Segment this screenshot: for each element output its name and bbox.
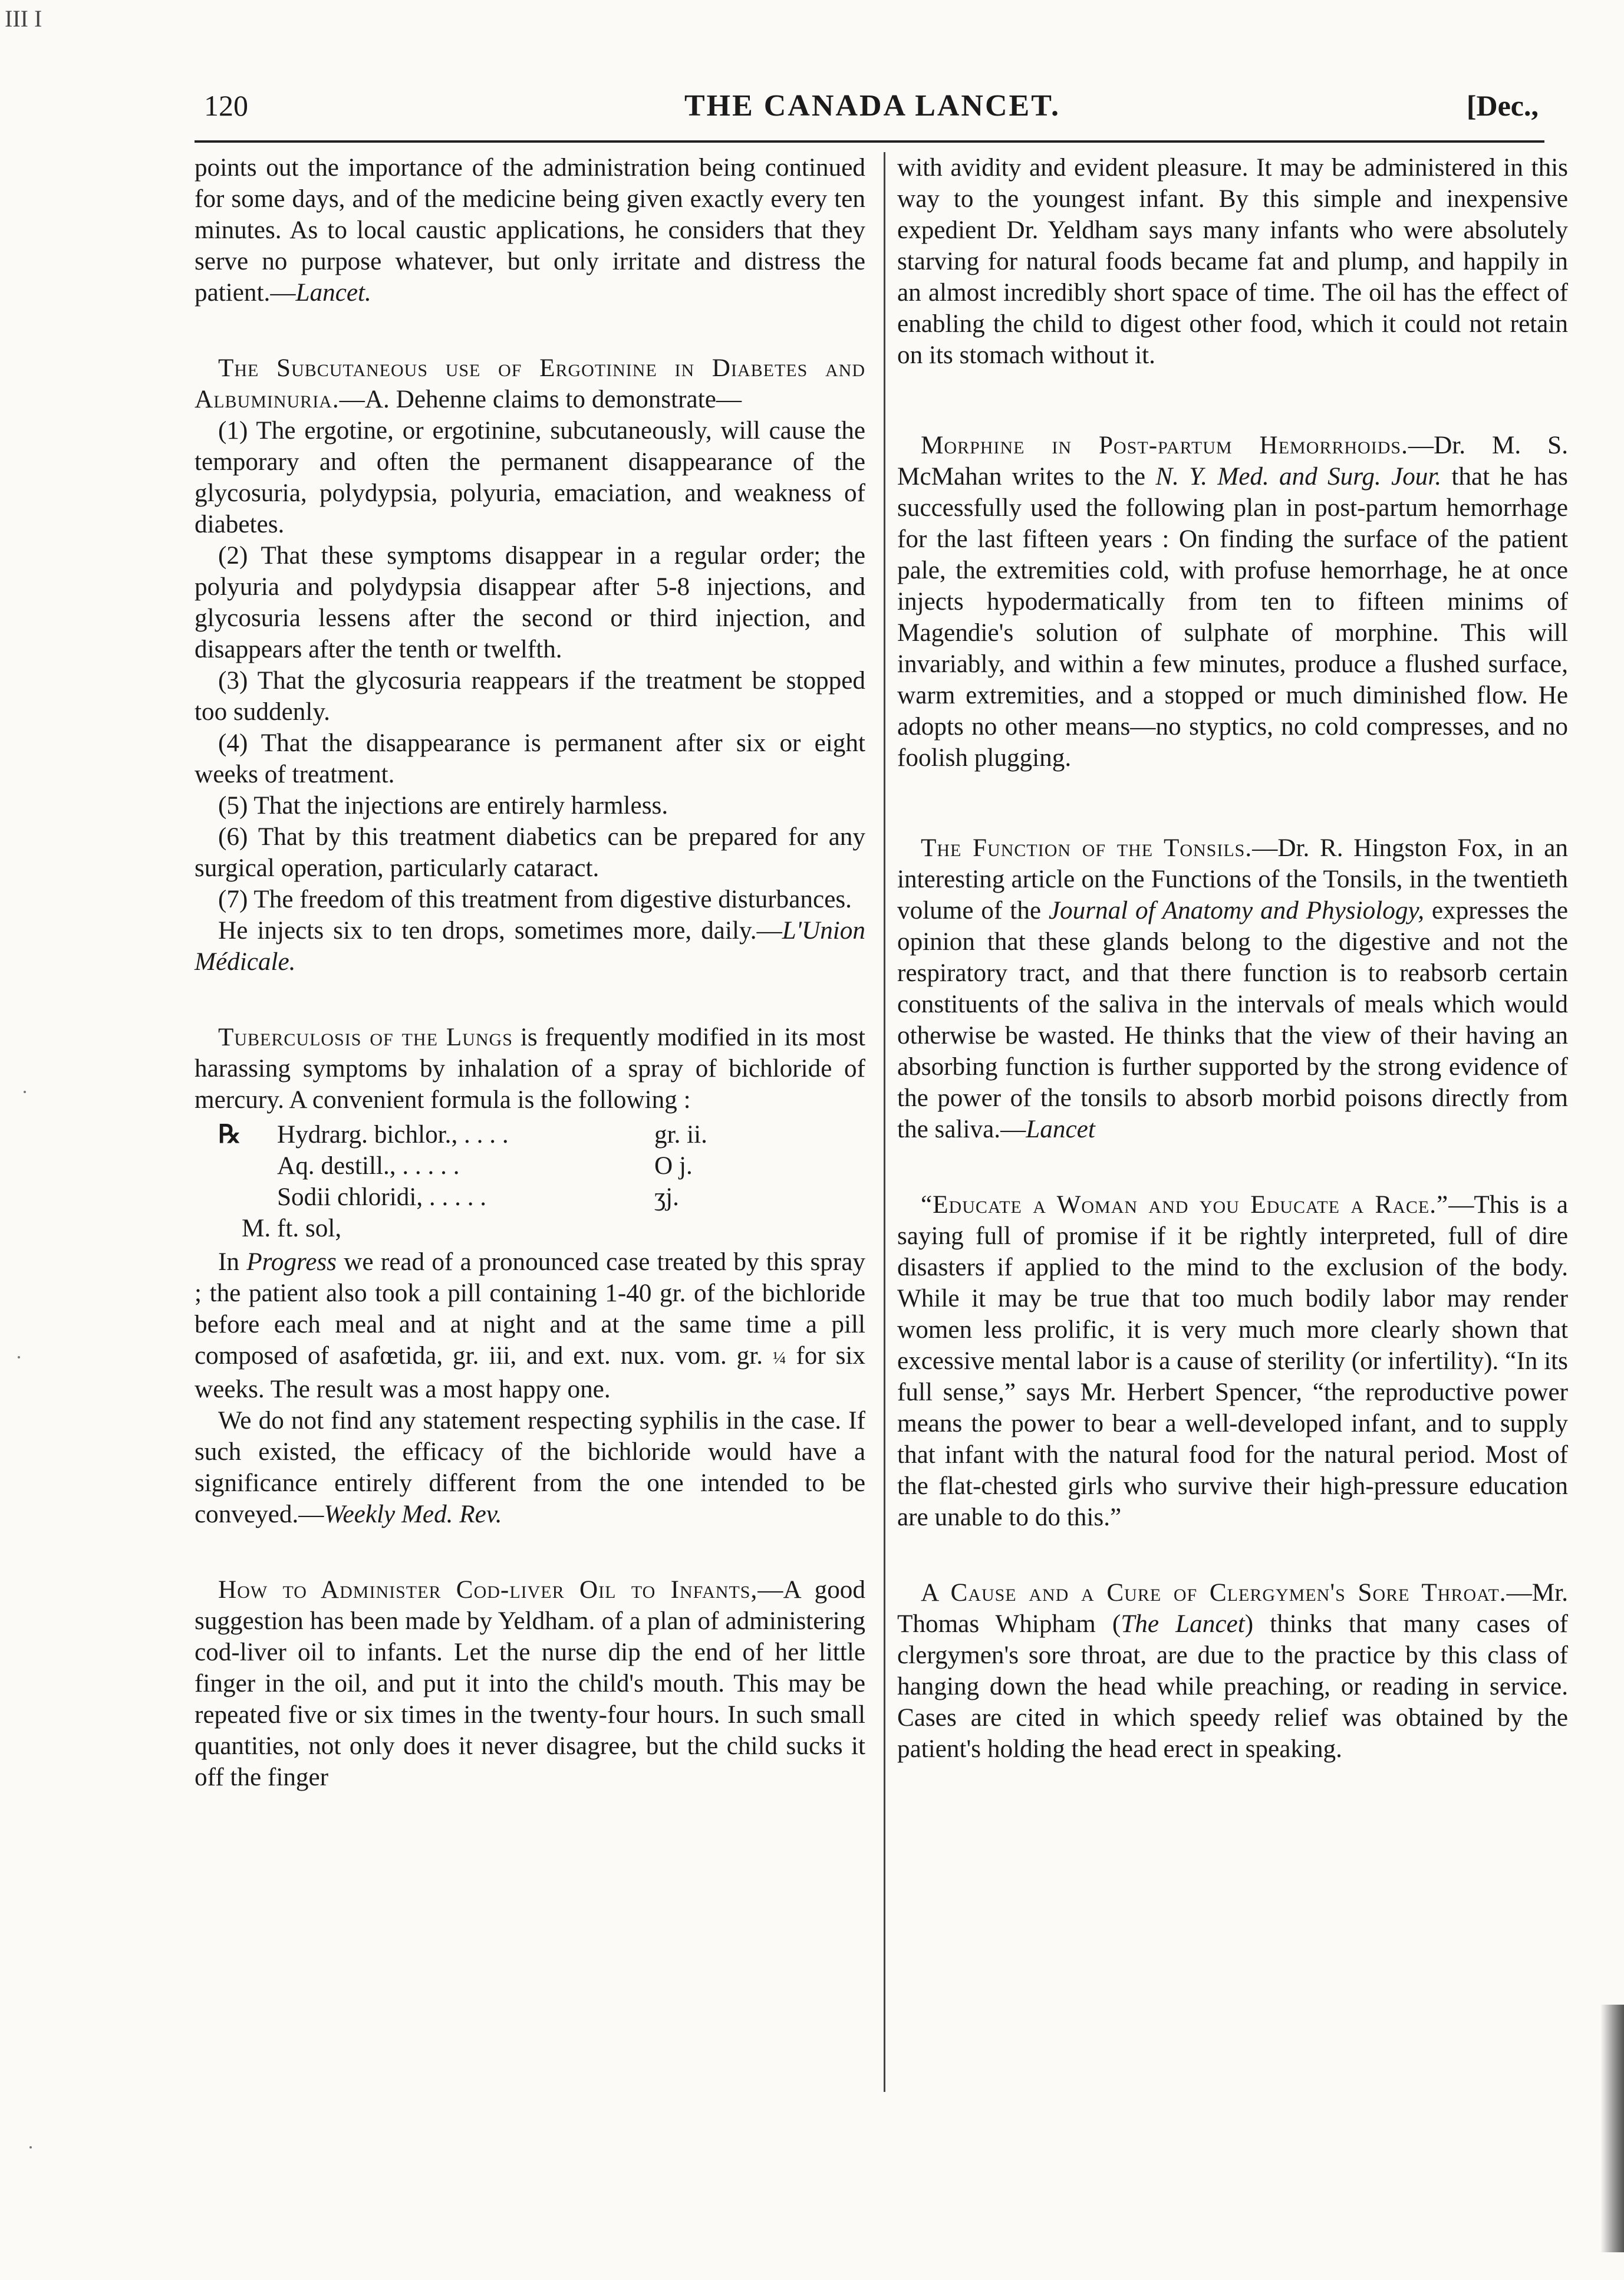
paragraph: We do not find any statement respecting syphilis in the case. If such existed, the efficacy of the bichloride would have a significance entirely different from the one intended to be conveyed.—Weekly Med. Rev.: [195, 1406, 865, 1528]
paragraph: with avidity and evident pleasure. It may be administered in this way to the youngest infant. By this simple and inexpensive expedient Dr. Yeldham says many infants who were absolutely starving for natural foods became fat and plump, and happily in an almost incredibly short space of time. The oil has the effect of enabling the child to digest other food, which it could not retain on its stomach without it.: [897, 154, 1568, 369]
source-citation: Weekly Med. Rev.: [324, 1500, 502, 1528]
article-educate-woman: “Educate a Woman and you Educate a Race.”—This is a saying full of promise if it be rightly interpreted, full of dire disasters if applied to the mind to the exclusion of the body. While it may be true that too much bodily labor may render women less prolific, it is very much more clearly shown that excessive mental labor is a cause of sterility (or infertility). “In its full sense,” says Mr. Herbert Spencer, “the reproductive power means the power to bear a well-developed infant, and to supply that infant with the natural food for the natural period. Most of the flat-chested girls who survive their high-pressure education are unable to do this.”: [897, 1191, 1568, 1531]
prescription-mft: M. ft. sol,: [242, 1215, 342, 1242]
paragraph: He injects six to ten drops, sometimes more, daily.—L'Union Médicale.: [195, 917, 865, 976]
left-column: [195, 152, 865, 1793]
article-heading: The Function of the Tonsils.: [921, 834, 1253, 862]
scan-edge-shadow: [1600, 2005, 1624, 2252]
issue-month: [Dec.,: [1466, 89, 1539, 122]
margin-mark: III I: [5, 5, 42, 32]
article-tonsils: The Function of the Tonsils.—Dr. R. Hingston Fox, in an interesting article on the Functions of the Tonsils, in the twentieth volume of the Journal of Anatomy and Physiology, expresses the opinion that these glands belong to the digestive and not the respiratory tract, and that there function is to reabsorb certain constituents of the saliva in the intervals of meals which would otherwise be wasted. He thinks that the view of their having an absorbing function is further supported by the strong evidence of the power of the tonsils to absorb morbid poisons directly from the saliva.—Lancet: [897, 834, 1568, 1143]
source-citation: Journal of Anatomy and Physiology,: [1048, 897, 1425, 924]
source-citation: The Lancet: [1121, 1610, 1245, 1638]
list-item: (6) That by this treatment diabetics can be prepared for any surgical operation, particularly cataract.: [195, 823, 865, 882]
list-item: (2) That these symptoms disappear in a regular order; the polyuria and polydypsia disappear after 5-8 injections, and glycosuria lessens after the second or third injection, and disappears after the tenth or twelfth.: [195, 542, 865, 663]
list-item: (4) That the disappearance is permanent after six or eight weeks of treatment.: [195, 729, 865, 788]
prescription-line: Sodii chloridi, . . . . . ʒj.: [277, 1183, 679, 1211]
running-header: [200, 88, 1544, 136]
source-citation: Lancet.: [295, 279, 371, 307]
source-citation: N. Y. Med. and Surg. Jour.: [1155, 463, 1442, 491]
right-column: [897, 152, 1568, 1765]
scan-speck: [29, 2146, 32, 2149]
article-heading: A Cause and a Cure of Clergymen's Sore Throat.: [921, 1579, 1507, 1607]
source-citation: Lancet: [1026, 1116, 1095, 1143]
article-heading: The Subcutaneous use of Ergotinine in Diabetes and Albuminuria.: [195, 354, 865, 413]
article-heading: How to Administer Cod-liver Oil to Infants,: [218, 1575, 758, 1604]
list-item: (7) The freedom of this treatment from digestive disturbances.: [218, 886, 852, 913]
article-ergotinine: The Subcutaneous use of Ergotinine in Diabetes and Albuminuria.—A. Dehenne claims to demonstrate—: [195, 354, 865, 413]
recipe-symbol: ℞: [218, 1121, 241, 1149]
article-heading: “Educate a Woman and you Educate a Race.”: [921, 1191, 1449, 1219]
article-clergymen-throat: A Cause and a Cure of Clergymen's Sore Throat.—Mr. Thomas Whipham (The Lancet) thinks that many cases of clergymen's sore throat, are due to the practice by this class of hanging down the head while preaching, or reading in service. Cases are cited in which speedy relief was obtained by the patient's holding the head erect in speaking.: [897, 1579, 1569, 1763]
article-heading: Tuberculosis of the Lungs: [218, 1024, 513, 1051]
scan-speck: [18, 1356, 20, 1358]
list-item: (5) That the injections are entirely harmless.: [218, 792, 668, 820]
source-citation: Progress: [246, 1248, 337, 1276]
article-morphine: Morphine in Post-partum Hemorrhoids.—Dr. M. S. McMahan writes to the N. Y. Med. and Surg. Jour. that he has successfully used the following plan in post-partum hemorrhage for the last fifteen years : On finding the surface of the patient pale, the extremities cold, with profuse hemorrhage, he at once injects hypodermatically from ten to fifteen minims of Magendie's solution of sulphate of morphine. This will invariably, and within a few minutes, produce a flushed surface, warm extremities, and a stopped or much diminished flow. He adopts no other means—no styptics, no cold compresses, and no foolish plugging.: [897, 432, 1569, 772]
source-citation: L'Union Médicale.: [195, 917, 865, 976]
list-item: (3) That the glycosuria reappears if the treatment be stopped too suddenly.: [195, 667, 865, 726]
list-item: (1) The ergotine, or ergotinine, subcutaneously, will cause the temporary and often the permanent disappearance of the glycosuria, polydypsia, polyuria, emaciation, and weakness of diabetes.: [195, 417, 865, 538]
column-rule: [884, 152, 885, 2092]
article-heading: Morphine in Post-partum Hemorrhoids.: [921, 432, 1408, 459]
article-tuberculosis: Tuberculosis of the Lungs is frequently modified in its most harassing symptoms by inhalation of a spray of bichloride of mercury. A convenient formula is the following :: [195, 1024, 866, 1114]
paragraph: points out the importance of the administration being continued for some days, and of the medicine being given exactly every ten minutes. As to local caustic applications, he considers that they serve no purpose whatever, but only irritate and distress the patient.—Lancet.: [195, 154, 865, 307]
journal-title: THE CANADA LANCET.: [684, 89, 1061, 123]
prescription-line: ℞ Hydrarg. bichlor., . . . . gr. ii.: [218, 1119, 865, 1150]
scan-speck: [24, 1091, 26, 1093]
prescription-line: Aq. destill., . . . . . O j.: [277, 1152, 693, 1180]
article-cod-liver-oil: How to Administer Cod-liver Oil to Infants,—A good suggestion has been made by Yeldham. of a plan of administering cod-liver oil to infants. Let the nurse dip the end of her little finger in the oil, and put it into the child's mouth. This may be repeated five or six times in the twenty-four hours. In such small quantities, not only does it never disagree, but the child sucks it off the finger: [195, 1575, 865, 1791]
paragraph: In Progress we read of a pronounced case treated by this spray ; the patient also took a pill containing 1-40 gr. of the bichloride before each meal and at night and at the same time a pill composed of asafœtida, gr. iii, and ext. nux. vom. gr. ¼ for six weeks. The result was a most happy one.: [195, 1248, 865, 1403]
header-rule: [195, 140, 1544, 143]
prescription: [218, 1119, 865, 1244]
page-number: 120: [204, 89, 248, 122]
